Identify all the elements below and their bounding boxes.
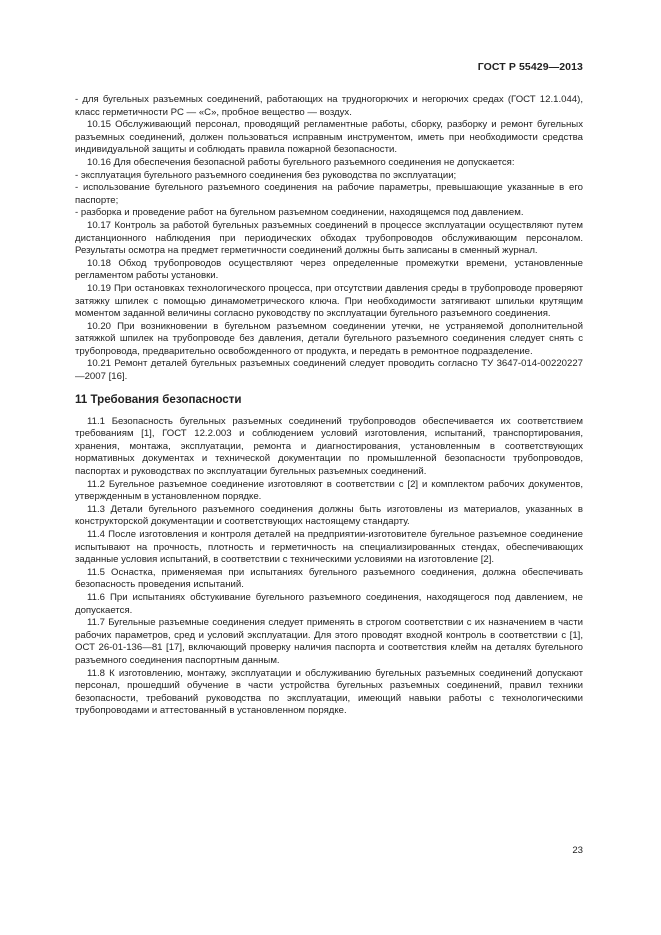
section-heading: 11 Требования безопасности xyxy=(75,392,242,406)
document-body xyxy=(75,94,583,718)
list-item: - эксплуатация бугельного разъемного соединения без руководства по эксплуатации; xyxy=(75,169,457,181)
list-item: - использование бугельного разъемного соединения на рабочие параметры, превышающие указанные в его паспорте; xyxy=(75,182,583,206)
paragraph: 11.3 Детали бугельного разъемного соединения должны быть изготовлены из материалов, указанных в конструкторской документации и соответствующих настоящему стандарту. xyxy=(75,503,583,528)
paragraph: 10.17 Контроль за работой бугельных разъемных соединений в процессе эксплуатации осуществляют путем дистанционного наблюдения при периодических обходах трубопроводов обслуживающим персоналом. Результаты осмотра на предмет герметичности соединений должны быть записаны в сменный журнал. xyxy=(75,219,583,257)
page-number: 23 xyxy=(572,845,583,856)
paragraph: - для бугельных разъемных соединений, работающих на трудногорючих и негорючих средах (ГОСТ 12.1.044), класс герметичности РС — «С», пробное вещество — воздух. xyxy=(75,94,583,118)
list-item: - разборка и проведение работ на бугельном разъемном соединении, находящемся под давлением. xyxy=(75,207,524,219)
paragraph: 10.20 При возникновении в бугельном разъемном соединении утечки, не устраняемой дополнительной затяжкой шпилек на трубопроводе без давления, детали бугельного разъемного соединения следует снять с трубопровода, предварительно освобожденного от продукта, и передать в ремонтное подразделение. xyxy=(75,320,583,357)
standard-designation: ГОСТ Р 55429—2013 xyxy=(477,61,583,73)
paragraph: 11.6 При испытаниях обстукивание бугельного разъемного соединения, находящегося под давлением, не допускается. xyxy=(75,591,583,616)
paragraph: 11.8 К изготовлению, монтажу, эксплуатации и обслуживанию бугельных разъемных соединений допускают персонал, прошедший обучение в части устройства бугельных разъемных соединений, правил техники безопасности, требований руководства по эксплуатации, имеющий навыки работы с технологическими трубопроводами и аттестованный в установленном порядке. xyxy=(75,667,583,717)
paragraph: 10.19 При остановках технологического процесса, при отсутствии давления среды в трубопроводе проверяют затяжку шпилек с помощью динамометрического ключа. При необходимости затягивают шпильки крутящим моментом заданной величины согласно руководству по эксплуатации бугельного разъемного соединения. xyxy=(75,282,583,320)
paragraph: 11.5 Оснастка, применяемая при испытаниях бугельного разъемного соединения, должна обеспечивать безопасность проведения испытаний. xyxy=(75,566,583,591)
paragraph: 10.15 Обслуживающий персонал, проводящий регламентные работы, сборку, разборку и ремонт бугельных разъемных соединений, должен пользоваться исправным инструментом, иметь при необходимости средства индивидуальной защиты и соблюдать правила пожарной безопасности. xyxy=(75,119,583,156)
paragraph: 10.16 Для обеспечения безопасной работы бугельного разъемного соединения не допускается: xyxy=(87,156,515,168)
paragraph: 11.4 После изготовления и контроля деталей на предприятии-изготовителе бугельное разъемное соединение испытывают на прочность, плотность и герметичность на специализированных стендах, обеспечивающих заданные условия испытаний, в соответствии с техническими условиями на изготовление [2]. xyxy=(75,529,583,566)
paragraph: 11.7 Бугельные разъемные соединения следует применять в строгом соответствии с их назначением в части рабочих параметров, сред и условий эксплуатации. Для этого проводят входной контроль в соответствии с [1], ОСТ 26-01-136—81 [17], включающий проверку наличия паспорта и соответствия клейм на деталях бугельного разъемного соединения паспортным данным. xyxy=(75,617,583,666)
paragraph: 11.1 Безопасность бугельных разъемных соединений трубопроводов обеспечивается их соответствием требованиям [1], ГОСТ 12.2.003 и соблюдением условий изготовления, испытаний, транспортирования, хранения, монтажа, эксплуатации, ремонта и диагностирования, установленным в соответствующих нормативных документах и технической документации по промышленной безопасности трубопроводов, паспортах и руководствах по эксплуатации бугельных разъемных соединений. xyxy=(75,415,583,478)
paragraph: 10.21 Ремонт деталей бугельных разъемных соединений следует проводить согласно ТУ 3647-014-00220227—2007 [16]. xyxy=(75,358,583,383)
paragraph: 10.18 Обход трубопроводов осуществляют через определенные промежутки времени, установленные регламентом работы установки. xyxy=(75,257,583,282)
paragraph: 11.2 Бугельное разъемное соединение изготовляют в соответствии с [2] и комплектом рабочих документов, утвержденным в установленном порядке. xyxy=(75,478,583,503)
document-page xyxy=(75,0,583,935)
